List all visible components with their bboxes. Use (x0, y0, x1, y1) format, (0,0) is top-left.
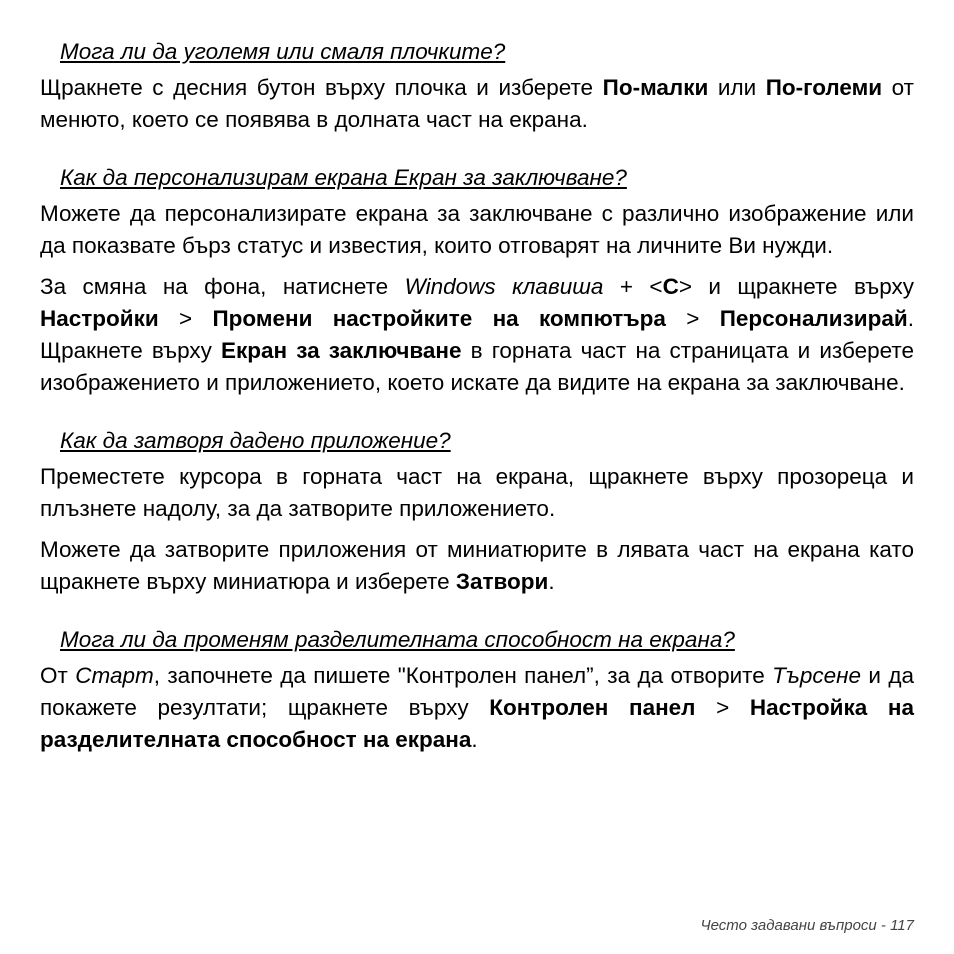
text-run: > (665, 306, 720, 331)
question-heading-resize-tiles: Мога ли да уголемя или смаля плочките? (60, 39, 506, 64)
answer-paragraph: Преместете курсора в горната част на екрана, щракнете върху прозореца и плъзнете надолу, за да затворите приложението. (40, 464, 914, 521)
bold-term: По-малки (602, 75, 709, 100)
italic-term: Windows клавиша (404, 274, 604, 299)
document-page (40, 36, 914, 756)
answer-paragraph (40, 271, 914, 399)
bold-term: Промени настройките на компютъра (212, 306, 666, 331)
text-run: За смяна на фона, натиснете (40, 274, 405, 299)
bold-term: Затвори (455, 569, 549, 594)
text-run: Можете да затворите приложения от миниатюрите в лявата част на екрана като щракнете върху миниатюра и изберете (40, 537, 914, 594)
text-run: > (695, 695, 750, 720)
text-run: или (708, 75, 766, 100)
text-run: и да покажете резултати; щракнете върху (40, 663, 914, 720)
text-run: От (40, 663, 76, 688)
text-run: от менюто, което се появява в долната част на екрана. (40, 75, 914, 132)
bold-term: Екран за заключване (220, 338, 462, 363)
answer-paragraph (40, 72, 914, 136)
page-footer: Често задавани въпроси - 117 (700, 917, 914, 934)
text-run: Щракнете с десния бутон върху плочка и изберете (40, 75, 603, 100)
answer-paragraph (40, 660, 914, 756)
bold-term: Контролен панел (489, 695, 696, 720)
text-run: > и щракнете върху (678, 274, 914, 299)
text-run: . (548, 569, 555, 594)
question-heading-screen-resolution: Мога ли да променям разделителната способност на екрана? (60, 627, 735, 652)
text-run: . (471, 727, 478, 752)
bold-term: Настройка на разделителната способност на екрана (40, 695, 914, 752)
bold-term: Настройки (40, 306, 159, 331)
text-run: . Щракнете върху (40, 306, 914, 363)
question-heading-close-app: Как да затворя дадено приложение? (60, 428, 451, 453)
question-heading-lock-screen: Как да персонализирам екрана Екран за заключване? (60, 165, 627, 190)
text-run: + < (603, 274, 663, 299)
bold-term: Персонализирай (719, 306, 908, 331)
answer-paragraph: Можете да персонализирате екрана за заключване с различно изображение или да показвате бърз статус и известия, които отговарят на личните Ви нужди. (40, 201, 914, 258)
text-run: в горната част на страницата и изберете изображението и приложението, което искате да видите на екрана за заключване. (40, 338, 914, 395)
bold-term: C (662, 274, 679, 299)
answer-paragraph (40, 534, 914, 598)
italic-term: Старт (75, 663, 154, 688)
italic-term: Търсене (772, 663, 861, 688)
bold-term: По-големи (765, 75, 883, 100)
text-run: > (158, 306, 213, 331)
text-run: , започнете да пишете "Контролен панел”, за да отворите (153, 663, 773, 688)
